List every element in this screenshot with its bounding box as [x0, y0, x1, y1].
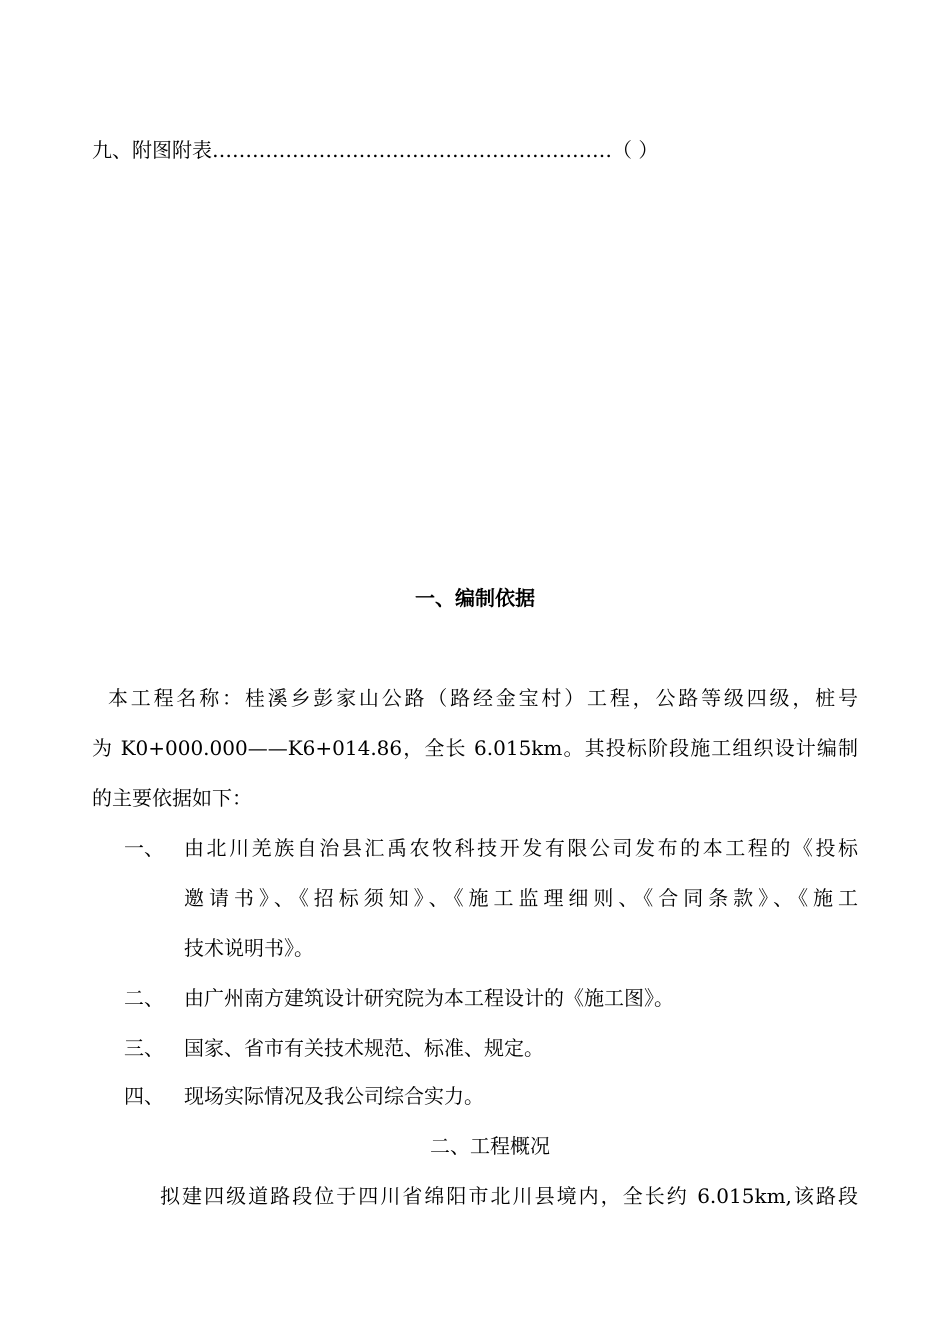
- list-item-text-line: 邀请书》、《招标须知》、《施工监理细则、《合同条款》、《施工: [184, 886, 858, 910]
- overview-paragraph-line: 拟建四级道路段位于四川省绵阳市北川县境内，全长约 6.015km,该路段: [160, 1184, 858, 1208]
- toc-entry-attachments: 九、附图附表……………………………………………………（ ）: [92, 138, 659, 162]
- intro-paragraph-line: 的主要依据如下：: [92, 786, 252, 810]
- list-item-text-line: 国家、省市有关技术规范、标准、规定。: [184, 1036, 544, 1060]
- list-item-number: 三、: [124, 1036, 164, 1060]
- list-item-number: 二、: [124, 986, 164, 1010]
- list-item-text-line: 由北川羌族自治县汇禹农牧科技开发有限公司发布的本工程的《投标: [184, 836, 858, 860]
- list-item-text-line: 现场实际情况及我公司综合实力。: [184, 1084, 484, 1108]
- intro-paragraph-line: 本工程名称：桂溪乡彭家山公路（路经金宝村）工程，公路等级四级，桩号: [108, 686, 858, 710]
- section-heading-overview: 二、工程概况: [430, 1134, 550, 1158]
- list-item-number: 一、: [124, 836, 164, 860]
- list-item-text-line: 由广州南方建筑设计研究院为本工程设计的《施工图》。: [184, 986, 674, 1010]
- intro-paragraph-line: 为 K0+000.000——K6+014.86，全长 6.015km。其投标阶段施工组织设计编制: [92, 736, 858, 760]
- section-heading-basis: 一、编制依据: [415, 586, 535, 610]
- list-item-number: 四、: [124, 1084, 164, 1108]
- list-item-text-line: 技术说明书》。: [184, 936, 314, 960]
